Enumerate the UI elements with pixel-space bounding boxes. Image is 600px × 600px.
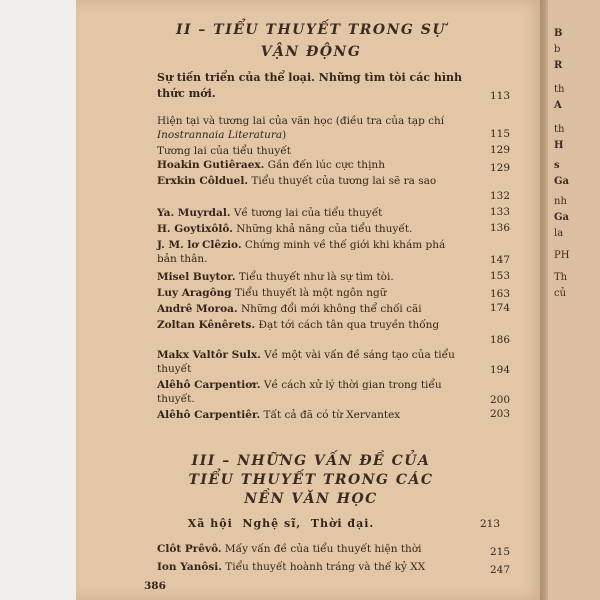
toc-entry xyxy=(157,302,457,316)
toc-entry-title: Mấy vấn đề của tiểu thuyết hiện thời xyxy=(221,543,422,555)
toc-entry-title: Tiểu thuyết là một ngôn ngữ xyxy=(231,287,387,299)
toc-entry xyxy=(157,348,457,376)
toc-entry-page: 129 xyxy=(489,144,510,156)
toc-entry xyxy=(157,378,457,406)
toc-entry-page: 203 xyxy=(489,408,510,420)
toc-entry-author: H. Goytixôlô. xyxy=(157,223,233,235)
toc-entry-page: 133 xyxy=(489,206,510,218)
right-page-fragment: th xyxy=(554,84,565,95)
right-page-fragment: B xyxy=(554,28,563,39)
toc-entry-title: Tất cả đã có từ Xervantex xyxy=(260,409,401,421)
right-page-fragment: b xyxy=(554,44,561,55)
toc-entry xyxy=(157,318,457,332)
toc-entry-author: Zoltan Kênêrets. xyxy=(157,319,256,331)
toc-entry-author: Alêhô Carpentiêr. xyxy=(157,409,261,421)
toc-entry-title: Những đổi mới không thể chối cãi xyxy=(237,303,422,315)
right-page xyxy=(546,0,600,600)
toc-entry-title: Chứng minh về thế giới khi khám phá bản thân. xyxy=(157,239,446,265)
toc-entry-page: 247 xyxy=(489,564,510,576)
toc-entry-page: 147 xyxy=(489,254,510,266)
toc-entry xyxy=(157,206,457,220)
right-page-fragment: la xyxy=(554,228,564,239)
right-page-fragment: th xyxy=(554,124,565,135)
toc-entry-author: Ya. Muyrdal. xyxy=(157,207,231,219)
toc-entry-author: Clôt Prêvô. xyxy=(157,543,222,555)
toc-entry-title: Về cách xử lý thời gian trong tiểu thuyết. xyxy=(157,379,442,405)
toc-entry xyxy=(157,158,457,172)
toc-entry-author: Misel Buytor. xyxy=(157,271,236,283)
toc-entry-page: 163 xyxy=(489,288,510,300)
toc-entry-page: 194 xyxy=(489,364,510,376)
right-page-fragment: PH xyxy=(554,250,570,261)
toc-entry-page: 174 xyxy=(489,302,510,314)
toc-entry-page: 136 xyxy=(489,222,510,234)
right-page-fragment: s xyxy=(554,160,560,171)
toc-entry xyxy=(157,270,457,284)
toc-entry xyxy=(157,286,457,300)
section-3-title-line3: NỀN VĂN HỌC xyxy=(244,491,378,507)
toc-entry-page: 153 xyxy=(489,270,510,282)
toc-entry xyxy=(157,144,457,158)
toc-entry-title: Hiện tại và tương lai của văn học (điều tra của tạp chí xyxy=(157,115,445,127)
toc-entry-author: Hoakin Gutiêraex. xyxy=(157,159,265,171)
right-page-fragment: H xyxy=(554,140,564,151)
right-page-fragment: Th xyxy=(554,272,568,283)
toc-entry xyxy=(157,542,457,556)
section-3-subtitle: Xã hội Nghệ sĩ, Thời đại. xyxy=(187,517,375,530)
toc-entry-author: J. M. lơ Clêzio. xyxy=(157,239,242,251)
toc-entry xyxy=(157,222,457,236)
toc-entry xyxy=(157,174,457,188)
right-page-fragment: nh xyxy=(554,196,567,207)
section-2-title-line2: VẬN ĐỘNG xyxy=(260,44,362,60)
toc-entry-page: 132 xyxy=(489,190,510,202)
book-page xyxy=(76,0,546,600)
toc-entry-author: Luy Aragông xyxy=(157,287,232,299)
toc-entry-author: Erxkin Côlduel. xyxy=(157,175,248,187)
toc-entry-journal: Inostrannaia Literatura xyxy=(157,129,283,141)
toc-entry-page: 115 xyxy=(489,128,510,140)
right-page-fragment: A xyxy=(554,100,562,111)
toc-entry-page: 215 xyxy=(489,546,510,558)
section-2-intro: Sự tiến triển của thể loại. Những tìm tòi các hình thức mới. xyxy=(157,71,463,100)
toc-entry-author: Andrê Moroa. xyxy=(157,303,238,315)
section-2-title: II – TIỂU THUYẾT TRONG SỰ xyxy=(175,22,447,38)
right-page-fragment: R xyxy=(554,60,563,71)
toc-entry-title: Tương lai của tiểu thuyết xyxy=(157,145,291,157)
toc-entry-page: 129 xyxy=(489,162,510,174)
right-page-fragment: củ xyxy=(554,288,567,299)
toc-entry-title: Tiểu thuyết hoành tráng và thế kỷ XX xyxy=(221,561,426,573)
toc-entry-author: Makx Valtôr Sulx. xyxy=(157,349,261,361)
toc-entry xyxy=(157,560,457,574)
toc-entry-title: Về tương lai của tiểu thuyết xyxy=(230,207,383,219)
section-3-title-line2: TIỂU THUYẾT TRONG CÁC xyxy=(188,472,434,488)
toc-entry-title: Đạt tới cách tân qua truyền thống xyxy=(255,319,440,331)
toc-entry-author: Alêhô Carpentiơr. xyxy=(157,379,261,391)
section-3-title: III – NHỮNG VẤN ĐỀ CỦA xyxy=(191,453,431,469)
toc-entry-title: Về một vài vấn đề sáng tạo của tiểu thuyết xyxy=(157,349,455,375)
toc-entry xyxy=(157,114,457,142)
toc-entry-title: Tiểu thuyết như là sự tìm tòi. xyxy=(235,271,394,283)
toc-entry xyxy=(157,238,457,266)
toc-entry-title: Những khả năng của tiểu thuyết. xyxy=(232,223,413,235)
toc-entry-title: Tiểu thuyết của tương lai sẽ ra sao xyxy=(248,175,437,187)
toc-entry-page: 186 xyxy=(489,334,510,346)
page-number: 386 xyxy=(144,580,166,592)
section-3-subtitle-page: 213 xyxy=(479,518,500,530)
toc-entry-page: 200 xyxy=(489,394,510,406)
right-page-fragment: Ga xyxy=(554,212,570,223)
background-left xyxy=(0,0,76,600)
toc-entry xyxy=(157,408,457,422)
toc-entry-title: Gần đến lúc cực thịnh xyxy=(264,159,385,171)
toc-entry-suffix: ) xyxy=(282,129,287,141)
toc-entry-author: Ion Yanôsi. xyxy=(157,561,222,573)
right-page-fragment: Ga xyxy=(554,176,570,187)
section-2-intro-page: 113 xyxy=(489,90,510,102)
